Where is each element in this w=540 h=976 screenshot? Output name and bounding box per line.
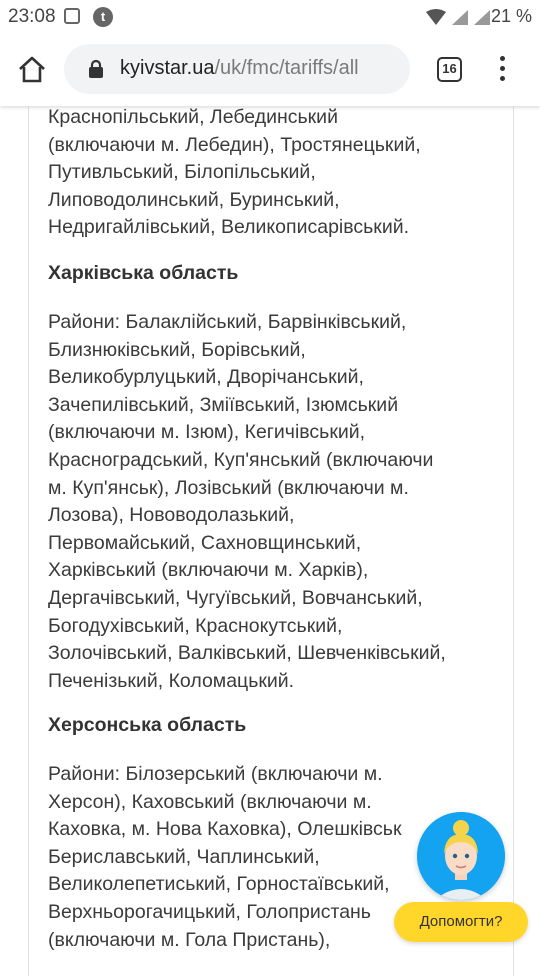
text-line: Печенізький, Коломацький. [48, 669, 295, 692]
text-line: Близнюківський, Борівський, [48, 338, 306, 361]
text-line: Бериславський, Чаплинський, [48, 845, 320, 868]
t-notification-icon: t [93, 7, 113, 27]
address-bar[interactable] [64, 44, 410, 94]
region-title-kherson: Херсонська область [48, 714, 247, 736]
url-text [120, 57, 359, 80]
wifi-icon [426, 9, 446, 25]
text-line: Дергачівський, Чугуївський, Вовчанський, [48, 586, 423, 609]
home-icon[interactable] [16, 54, 48, 86]
text-line: (включаючи м. Лебедин), Тростянецький, [48, 133, 421, 156]
battery-level: 21 % [490, 6, 532, 26]
sumy-districts-text [48, 104, 498, 242]
region-title-kharkiv: Харківська область [48, 262, 239, 284]
text-line: Верхньорогачицький, Голопристань [48, 900, 371, 923]
status-bar [0, 0, 540, 34]
text-line: Райони: Білозерський (включаючи м. [48, 763, 383, 785]
text-line: Богодухівський, Краснокутський, [48, 614, 343, 637]
assistant-avatar[interactable] [417, 812, 505, 900]
url-domain: kyivstar.ua [120, 57, 215, 79]
status-time: 23:08 [8, 6, 56, 27]
text-line: Первомайський, Сахновщинський, [48, 531, 362, 554]
help-button[interactable]: Допомогти? [394, 902, 528, 942]
image-notification-icon [64, 8, 80, 24]
text-line: Недригайлівський, Великописарівський. [48, 216, 410, 239]
signal-icon [452, 10, 468, 25]
tab-switcher-button[interactable]: 16 [437, 57, 462, 82]
text-line: (включаючи м. Ізюм), Кегичівський, [48, 421, 366, 444]
assistant-face-icon [417, 812, 505, 900]
text-line: Каховка, м. Нова Каховка), Олешківськ [48, 818, 402, 841]
network-signal-icons [424, 8, 492, 26]
text-line: Красноградський, Куп'янський (включаючи [48, 448, 434, 471]
text-line: Лозова), Нововодолазький, [48, 504, 295, 527]
text-line: Путивльський, Білопільський, [48, 161, 316, 184]
text-line: Райони: Балаклійський, Барвінківський, [48, 311, 407, 333]
text-line: Великолепетиський, Горностаївський, [48, 873, 390, 896]
text-line: Великобурлуцький, Дворічанський, [48, 366, 364, 389]
browser-toolbar [0, 34, 540, 106]
text-line: Золочівський, Валківський, Шевченківський, [48, 642, 446, 665]
text-line: м. Куп'янськ), Лозівський (включаючи м. [48, 476, 409, 499]
text-line: Краснопільський, Лебединський [48, 106, 338, 128]
text-line: Харківський (включаючи м. Харків), [48, 559, 369, 582]
signal-icon-2 [474, 10, 490, 25]
lock-icon [86, 59, 106, 79]
kharkiv-districts-text [48, 309, 498, 695]
url-path: /uk/fmc/tariffs/all [214, 57, 359, 79]
text-line: Липоводолинський, Буринський, [48, 188, 340, 211]
overflow-menu-icon[interactable] [494, 56, 510, 84]
text-line: Херсон), Каховський (включаючи м. [48, 790, 372, 813]
text-line: Зачепилівський, Зміївський, Ізюмський [48, 393, 399, 416]
text-line: (включаючи м. Гола Пристань), [48, 928, 331, 951]
